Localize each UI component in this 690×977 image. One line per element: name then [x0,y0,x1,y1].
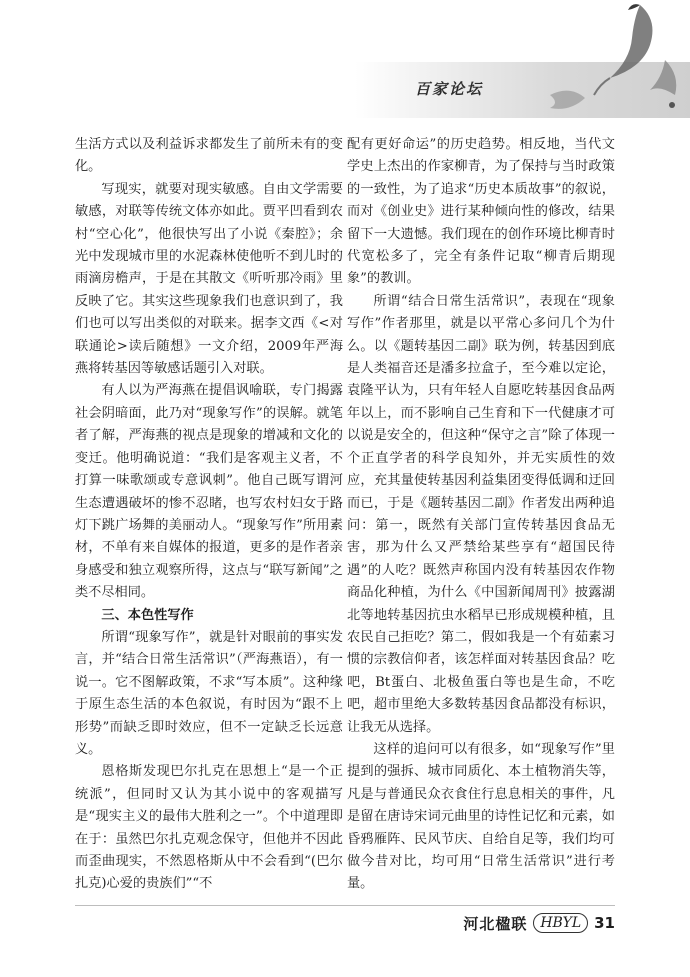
right-text-column [347,134,615,896]
paragraph: 这样的追问可以有很多，如“现象写作”里提到的强拆、城市同质化、本土植物消失等，凡是与普通民众衣食住行息息相关的事件，凡是留在唐诗宋词元曲里的诗性记忆和元素，如昏鸦雁阵、民风节庆、自给自足等，我们均可做今昔对比，均可用“日常生活常识”进行考量。 [347,741,615,892]
paragraph: 恩格斯发现巴尔扎克在思想上“是一个正统派”，但同时又认为其小说中的客观描写是“现实主义的最伟大胜利之一”。个中道理即在于：虽然巴尔扎克观念保守，但他并不因此而歪曲现实，不然恩格斯从中不会看到“(巴尔扎克)心爱的贵族们”“不 [75,764,343,892]
paragraph: 配有更好命运”的历史趋势。相反地，当代文学史上杰出的作家柳青，为了保持与当时政策的一致性，为了追求“历史本质故事”的叙说，而对《创业史》进行某种倾向性的修改，结果留下一大遗憾。我们现在的创作环境比柳青时代宽松多了，完全有条件记取“柳青后期现象”的教训。 [347,137,615,287]
section-label: 百家论坛 [415,80,484,98]
magazine-name: 河北楹联 [463,914,528,933]
footer-divider [75,905,615,906]
paragraph: 所谓“结合日常生活常识”，表现在“现象写作”作者那里，就是以平常心多问几个为什么。以《题转基因二副》联为例，转基因到底是人类福音还是潘多拉盒子，至今难以定论，袁隆平认为，只有年轻人自愿吃转基因食品两年以上，而不影响自己生育和下一代健康才可以说是安全的，但这种“保守之言”除了体现一个正直学者的科学良知外，并无实质性的效应，充其量使转基因利益集团变得低调和迂回而已，于是《题转基因二副》作者发出两种追问：第一，既然有关部门宣传转基因食品无害，那为什么又严禁给某些享有“超国民待遇”的人吃？既然声称国内没有转基因农作物商品化种植，为什么《中国新闻周刊》披露湖北等地转基因抗虫水稻早已形成规模种植，且农民自己拒吃？第二，假如我是一个有茹素习惯的宗教信仰者，该怎样面对转基因食品？吃吧，Bt蛋白、北极鱼蛋白等也是生命，不吃吧，超市里绝大多数转基因食品都没有标识，让我无从选择。 [347,293,615,735]
page-footer [463,912,615,934]
paragraph: 有人以为严海燕在提倡讽喻联，专门揭露社会阴暗面，此乃对“现象写作”的误解。就笔者了解，严海燕的视点是现象的增减和文化的变迁。他明确说道：“我们是客观主义者，不打算一味歌颂或专意讽刺”。他自己既写谓河生态遭遇破坏的惨不忍睹，也写农村妇女于路灯下跳广场舞的美丽动人。“现象写作”所用素材，不单有来自媒体的报道，更多的是作者亲身感受和独立观察所得，这点与“联写新闻”之类不尽相同。 [75,383,343,601]
koi-fish-decoration [490,0,690,125]
page-number: 31 [594,914,615,932]
paragraph: 写现实，就要对现实敏感。自由文学需要敏感，对联等传统文体亦如此。贾平凹看到农村“空心化”，他很快写出了小说《秦腔》；余光中发现城市里的水泥森林使他听不到儿时的雨滴房檐声，于是在其散文《听听那冷雨》里反映了它。其实这些现象我们也意识到了，我们也可以写出类似的对联来。据李文西《<对联通论>读后随想》一文介绍，2009年严海燕将转基因等敏感话题引入对联。 [75,181,343,377]
left-text-column [75,134,343,896]
magazine-code-badge: HBYL [533,913,588,933]
paragraph: 生活方式以及利益诉求都发生了前所未有的变化。 [75,137,343,175]
section-heading: 三、本色性写作 [101,607,194,623]
paragraph: 所谓“现象写作”，就是针对眼前的事实发言，并“结合日常生活常识”（严海燕语），有一说一。它不图解政策，不求“写本质”。这种缘于原生态生活的本色叙说，有时因为“跟不上形势”而缺乏即时效应，但不一定缺乏长远意义。 [75,629,343,757]
